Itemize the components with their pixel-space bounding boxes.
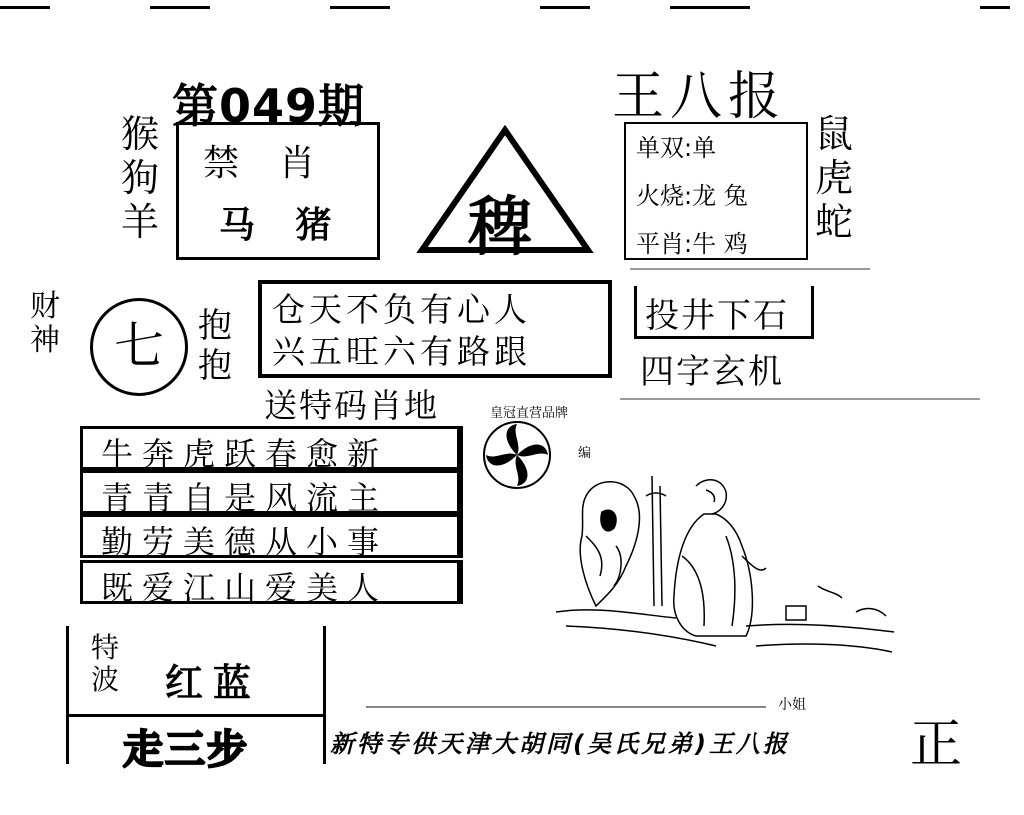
scan-line <box>0 6 50 9</box>
te-char: 特 <box>91 631 120 664</box>
verse-text-1: 牛奔虎跃春愈新 <box>101 435 389 473</box>
send-special-code: 送特码肖地 <box>264 386 439 425</box>
issue-number: 第049期 <box>172 79 366 133</box>
faint-line <box>630 268 870 270</box>
caishen-number: 七 <box>90 298 188 396</box>
poem-box <box>258 280 612 378</box>
scan-line <box>330 6 390 9</box>
fire-burn: 火烧:龙 兔 <box>636 182 748 210</box>
faint-line <box>620 398 980 400</box>
right-animals <box>812 112 856 244</box>
verses-block <box>80 426 462 607</box>
poem-line-1: 仓天不负有心人 <box>272 290 531 329</box>
paper-title: 王八报 <box>612 67 787 127</box>
te-bo-value: 红蓝 <box>165 661 262 705</box>
bao-char-1: 抱 <box>198 306 232 346</box>
scan-line <box>540 6 590 9</box>
verse-3 <box>80 514 463 561</box>
sage-illustration <box>556 456 896 656</box>
animal-1: 猴 <box>120 112 159 156</box>
brand-name: 皇冠直营品牌 <box>490 406 569 421</box>
animal-6: 蛇 <box>814 200 853 244</box>
caishen-char-2: 神 <box>30 323 60 358</box>
verse-2 <box>80 470 463 517</box>
caishen-label <box>30 290 66 358</box>
bao-char-2: 抱 <box>198 346 232 386</box>
verse-4 <box>80 560 463 607</box>
poem-line-2: 兴五旺六有路跟 <box>272 332 531 371</box>
brand-logo-icon <box>482 420 552 490</box>
animal-3: 羊 <box>120 200 159 244</box>
baobao-label <box>198 306 238 386</box>
xiaojie-text: 小姐 <box>778 697 806 713</box>
four-char-phrase: 投井下石 <box>645 296 789 336</box>
banned-title: 禁肖 <box>203 143 356 184</box>
verse-text-2: 青青自是风流主 <box>101 479 389 517</box>
faint-line <box>366 706 766 708</box>
banned-animals: 马 猪 <box>219 205 346 246</box>
left-animals <box>118 112 162 244</box>
animal-2: 狗 <box>120 156 159 200</box>
animal-5: 虎 <box>814 156 853 200</box>
footer-mark: 正 <box>910 715 963 775</box>
verse-1 <box>80 426 463 473</box>
flat-zodiac: 平肖:牛 鸡 <box>636 230 748 258</box>
verse-text-4: 既爱江山爱美人 <box>101 569 389 607</box>
scan-line <box>670 6 750 9</box>
divider <box>69 714 323 717</box>
banned-zodiac-box <box>176 122 380 260</box>
caishen-char-1: 财 <box>30 289 60 324</box>
animal-4: 鼠 <box>814 112 853 156</box>
te-bo-label <box>91 632 123 696</box>
odd-even: 单双:单 <box>636 134 717 162</box>
bo-char: 波 <box>91 663 120 696</box>
four-char-label: 四字玄机 <box>640 352 784 392</box>
footer-credit: 新特专供天津大胡同(吴氏兄弟)王八报 <box>330 730 790 758</box>
brand-bian: 编 <box>578 446 592 461</box>
walk-three-steps: 走三步 <box>123 727 249 773</box>
scan-line <box>150 6 210 9</box>
verse-text-3: 勤劳美德从小事 <box>101 523 389 561</box>
scan-line <box>980 6 1010 9</box>
wave-box <box>66 626 326 773</box>
triangle-char: 稗 <box>468 191 532 265</box>
four-char-box <box>634 286 814 339</box>
info-box <box>624 122 808 260</box>
